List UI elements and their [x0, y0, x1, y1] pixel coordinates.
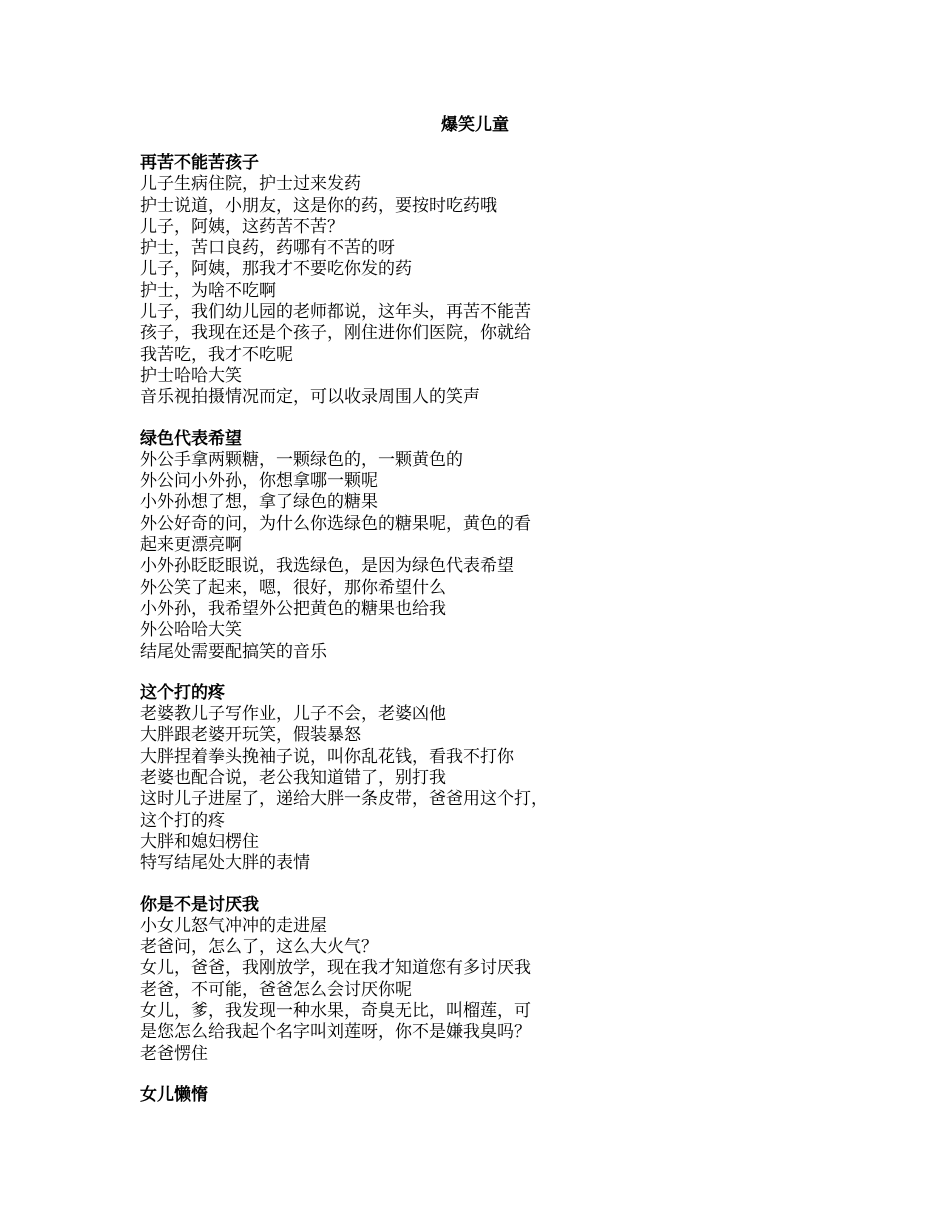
- story-line: 外公哈哈大笑: [140, 620, 242, 641]
- story-line: 老爸问，怎么了，这么大火气？: [140, 937, 378, 958]
- story-line: 这个打的疼: [140, 810, 225, 831]
- story-line: 特写结尾处大胖的表情: [140, 853, 310, 874]
- story-section: [140, 683, 590, 875]
- section-heading: 这个打的疼: [140, 682, 225, 703]
- story-line: 大胖和媳妇楞住: [140, 831, 259, 852]
- story-line: 起来更漂亮啊: [140, 535, 242, 556]
- story-line: 护士，苦口良药，药哪有不苦的呀: [140, 238, 395, 259]
- story-section: [140, 895, 590, 1065]
- story-line: 小外孙，我希望外公把黄色的糖果也给我: [140, 598, 446, 619]
- document-body: [140, 153, 590, 1126]
- story-line: 音乐视拍摄情况而定，可以收录周围人的笑声: [140, 387, 480, 408]
- story-line: 大胖跟老婆开玩笑，假装暴怒: [140, 725, 361, 746]
- story-line: 外公问小外孙，你想拿哪一颗呢: [140, 471, 378, 492]
- story-line: 这时儿子进屋了，递给大胖一条皮带，爸爸用这个打，: [140, 789, 548, 810]
- story-line: 女儿，爸爸，我刚放学，现在我才知道您有多讨厌我: [140, 958, 531, 979]
- story-line: 外公笑了起来，嗯，很好，那你希望什么: [140, 577, 446, 598]
- story-section: [140, 1085, 590, 1106]
- story-line: 结尾处需要配搞笑的音乐: [140, 641, 327, 662]
- story-line: 老爸，不可能，爸爸怎么会讨厌你呢: [140, 979, 412, 1000]
- story-line: 护士，为啥不吃啊: [140, 280, 276, 301]
- story-line: 老婆教儿子写作业，儿子不会，老婆凶他: [140, 704, 446, 725]
- story-line: 大胖捏着拳头挽袖子说，叫你乱花钱，看我不打你: [140, 746, 514, 767]
- story-line: 外公好奇的问，为什么你选绿色的糖果呢，黄色的看: [140, 513, 531, 534]
- story-line: 孩子，我现在还是个孩子，刚住进你们医院，你就给: [140, 323, 531, 344]
- story-line: 儿子，阿姨，这药苦不苦？: [140, 216, 344, 237]
- story-line: 小女儿怒气冲冲的走进屋: [140, 915, 327, 936]
- story-section: [140, 429, 590, 663]
- document-title: 爆笑儿童: [441, 115, 509, 135]
- story-line: 老婆也配合说，老公我知道错了，别打我: [140, 768, 446, 789]
- story-section: [140, 153, 590, 409]
- story-line: 儿子生病住院，护士过来发药: [140, 174, 361, 195]
- section-heading: 女儿懒惰: [140, 1084, 208, 1105]
- section-heading: 再苦不能苦孩子: [140, 153, 259, 173]
- story-line: 小外孙想了想，拿了绿色的糖果: [140, 492, 378, 513]
- story-line: 是您怎么给我起个名字叫刘莲呀，你不是嫌我臭吗？: [140, 1022, 531, 1043]
- story-line: 外公手拿两颗糖，一颗绿色的，一颗黄色的: [140, 449, 463, 470]
- story-line: 儿子，我们幼儿园的老师都说，这年头，再苦不能苦: [140, 302, 531, 323]
- story-line: 护士哈哈大笑: [140, 365, 242, 386]
- section-heading: 绿色代表希望: [140, 428, 242, 449]
- story-line: 儿子，阿姨，那我才不要吃你发的药: [140, 259, 412, 280]
- story-line: 护士说道，小朋友，这是你的药，要按时吃药哦: [140, 195, 497, 216]
- story-line: 小外孙眨眨眼说，我选绿色，是因为绿色代表希望: [140, 556, 514, 577]
- story-line: 我苦吃，我才不吃呢: [140, 344, 293, 365]
- section-heading: 你是不是讨厌我: [140, 894, 259, 915]
- story-line: 女儿，爹，我发现一种水果，奇臭无比，叫榴莲，可: [140, 1000, 531, 1021]
- story-line: 老爸愣住: [140, 1043, 208, 1064]
